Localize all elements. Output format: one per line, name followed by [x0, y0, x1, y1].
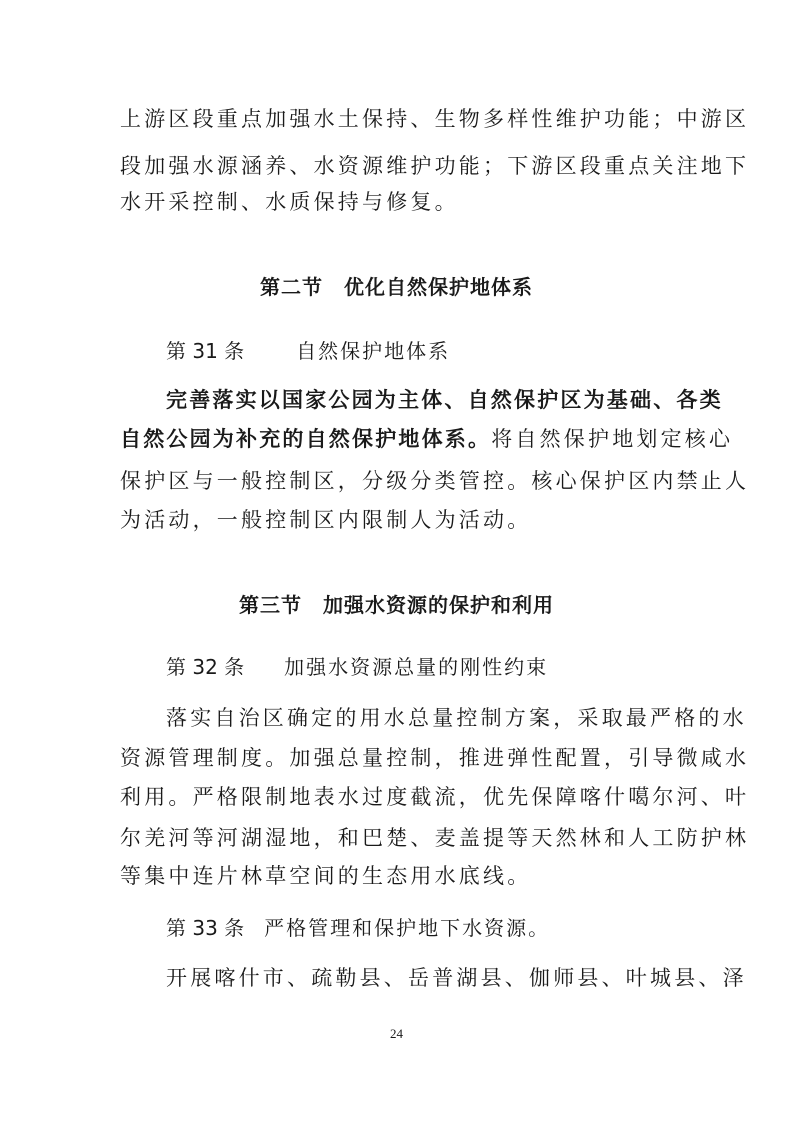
paragraph-line: 保护区与一般控制区，分级分类管控。核心保护区内禁止人 [120, 469, 750, 493]
page-number: 24 [390, 1026, 403, 1041]
paragraph-line: 等集中连片林草空间的生态用水底线。 [120, 864, 532, 888]
paragraph-line: 资源管理制度。加强总量控制，推进弹性配置，引导微咸水 [120, 746, 750, 770]
article-title: 严格管理和保护地下水资源。 [264, 916, 551, 940]
paragraph-line: 尔羌河等河湖湿地，和巴楚、麦盖提等天然林和人工防护林 [120, 826, 750, 850]
paragraph-line: 开展喀什市、疏勒县、岳普湖县、伽师县、叶城县、泽 [166, 966, 747, 990]
paragraph-line [120, 424, 734, 454]
article-number: 第 32 条 [166, 655, 245, 679]
article-title: 自然保护地体系 [296, 339, 451, 363]
paragraph-line: 水开采控制、水质保持与修复。 [120, 190, 459, 214]
paragraph-line: 落实自治区确定的用水总量控制方案，采取最严格的水 [166, 706, 747, 730]
paragraph-text: 将自然保护地划定核心 [491, 427, 734, 451]
article-title: 加强水资源总量的刚性约束 [284, 655, 549, 679]
article-number: 第 33 条 [166, 916, 245, 940]
paragraph-line: 段加强水源涵养、水资源维护功能；下游区段重点关注地下 [120, 154, 750, 178]
bold-lead-text: 完善落实以国家公园为主体、自然保护区为基础、各类 [166, 388, 723, 412]
article-heading [166, 652, 548, 682]
article-heading [166, 336, 450, 366]
paragraph-line [166, 385, 723, 415]
article-heading [166, 913, 550, 943]
section-heading: 第二节 优化自然保护地体系 [260, 275, 533, 299]
paragraph-line: 为活动，一般控制区内限制人为活动。 [120, 508, 532, 532]
section-heading: 第三节 加强水资源的保护和利用 [239, 593, 554, 617]
article-number: 第 31 条 [166, 339, 245, 363]
bold-lead-text: 自然公园为补充的自然保护地体系。 [120, 427, 492, 451]
paragraph-line: 利用。严格限制地表水过度截流，优先保障喀什噶尔河、叶 [120, 785, 750, 809]
paragraph-line: 上游区段重点加强水土保持、生物多样性维护功能；中游区 [120, 107, 750, 131]
